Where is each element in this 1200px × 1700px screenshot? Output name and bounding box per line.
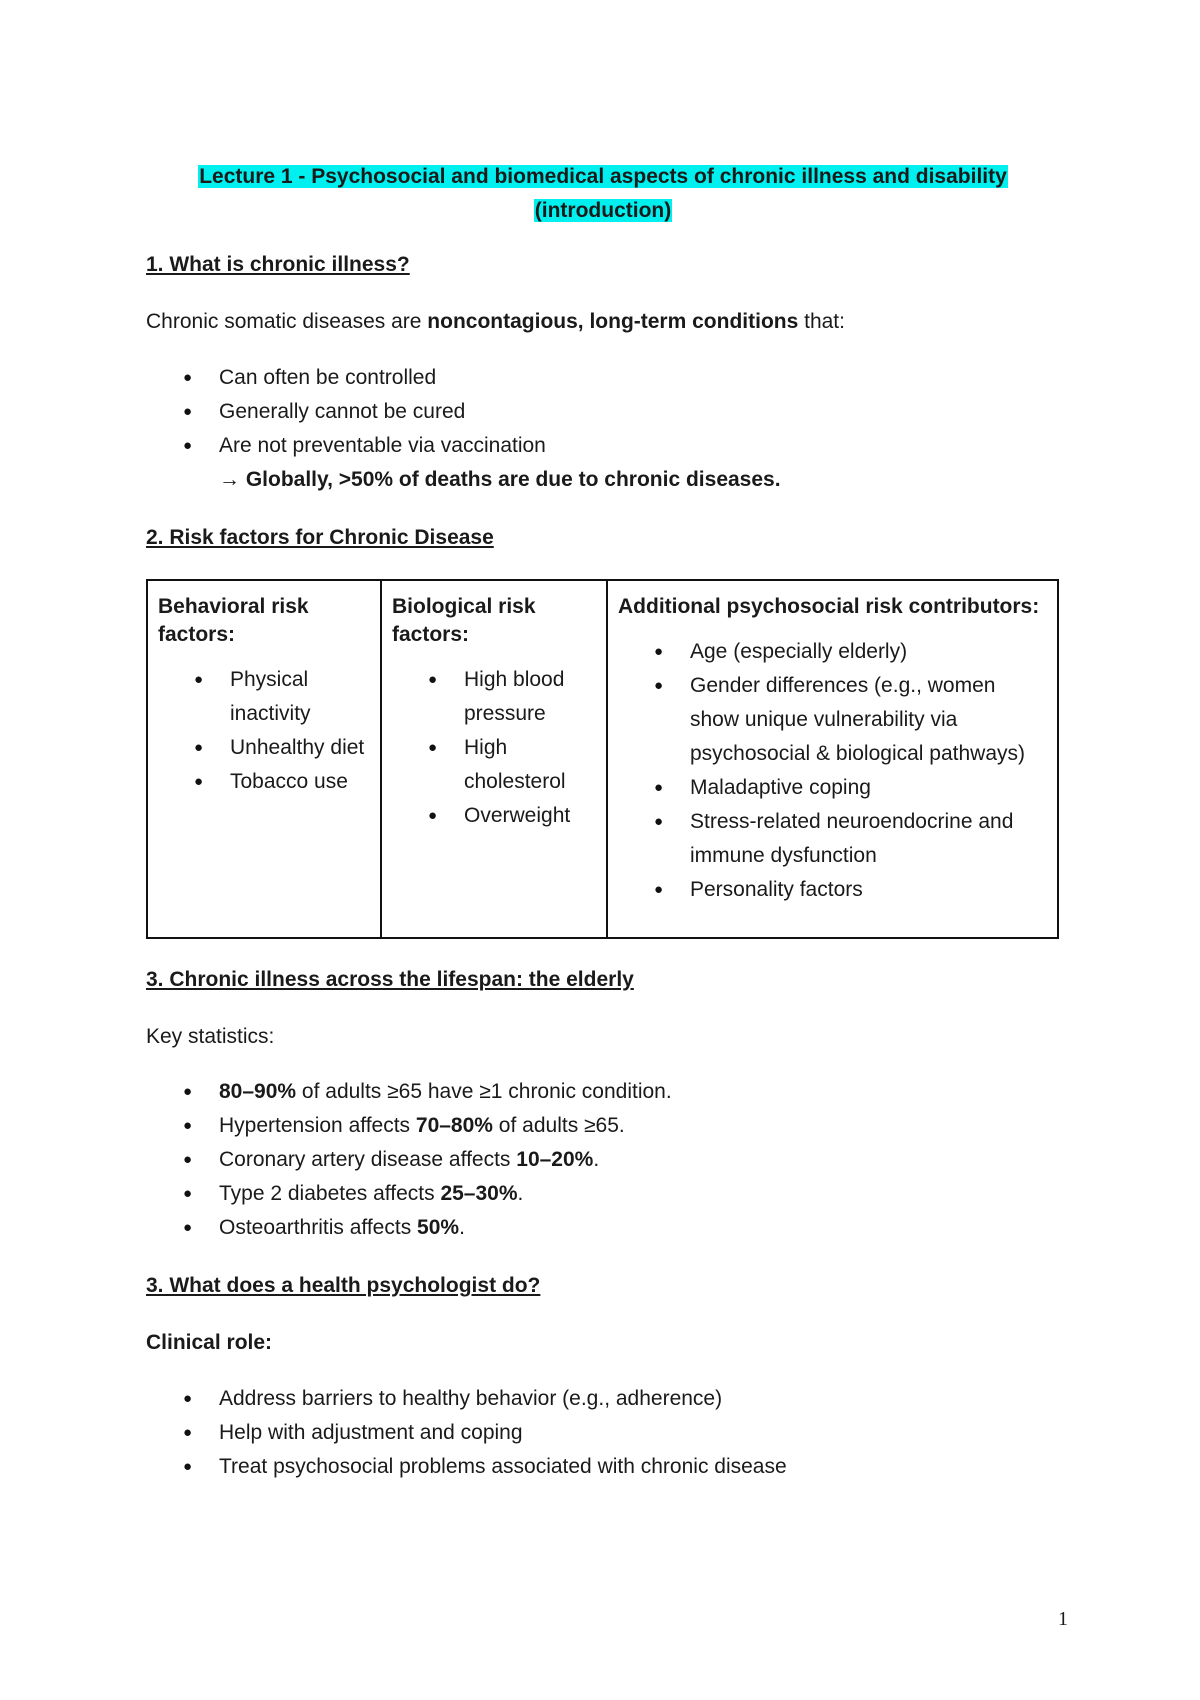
list-item: ● Maladaptive coping (690, 771, 1047, 805)
psychosocial-risk-cell (607, 580, 1058, 938)
list-item: ● Type 2 diabetes affects 25–30%. (219, 1177, 1060, 1211)
list-item: ● Tobacco use (230, 765, 370, 799)
behavioral-risk-list (158, 663, 370, 799)
document-page (146, 160, 1060, 1484)
section-1-heading: 1. What is chronic illness? (146, 253, 410, 276)
section-2-heading: 2. Risk factors for Chronic Disease (146, 525, 494, 549)
intro-bold-text: noncontagious, long-term conditions (427, 310, 799, 333)
list-item: ● 80–90% of adults ≥65 have ≥1 chronic condition. (219, 1075, 1060, 1109)
list-item: ● Generally cannot be cured (219, 395, 1060, 429)
list-item: ● Osteoarthritis affects 50%. (219, 1211, 1060, 1245)
list-item: ● Are not preventable via vaccination (219, 429, 1060, 463)
section-3-heading: 3. Chronic illness across the lifespan: the elderly (146, 967, 634, 991)
list-item: ● Gender differences (e.g., women show unique vulnerability via psychosocial & biological pathways) (690, 669, 1047, 771)
biological-risk-list (392, 663, 596, 833)
list-item: ● High blood pressure (464, 663, 596, 731)
intro-text: Chronic somatic diseases are (146, 310, 428, 333)
intro-text-end: that: (798, 310, 845, 333)
clinical-role-list (146, 1382, 1060, 1484)
list-item: ● Unhealthy diet (230, 731, 370, 765)
elderly-statistics-list (146, 1075, 1060, 1245)
list-item: ● Address barriers to healthy behavior (e.g., adherence) (219, 1382, 1060, 1416)
list-item: ● Help with adjustment and coping (219, 1416, 1060, 1450)
psychosocial-risk-header: Additional psychosocial risk contributors: (618, 594, 1040, 618)
title-line-2: (introduction) (534, 199, 672, 222)
behavioral-risk-cell (147, 580, 381, 938)
chronic-illness-list (146, 361, 1060, 463)
list-item: ● Treat psychosocial problems associated with chronic disease (219, 1450, 1060, 1484)
page-title (146, 160, 1060, 228)
risk-factors-table (146, 579, 1059, 939)
global-deaths-note: → Globally, >50% of deaths are due to chronic diseases. (219, 467, 781, 491)
list-item: ● High cholesterol (464, 731, 596, 799)
list-item: ● Age (especially elderly) (690, 635, 1047, 669)
psychosocial-risk-list (618, 635, 1047, 907)
key-statistics-label: Key statistics: (146, 1024, 275, 1048)
page-number: 1 (1058, 1608, 1068, 1630)
biological-risk-header: Biological risk factors: (392, 594, 536, 646)
section-4-heading: 3. What does a health psychologist do? (146, 1274, 541, 1298)
biological-risk-cell (381, 580, 607, 938)
title-line-1: Lecture 1 - Psychosocial and biomedical aspects of chronic illness and disability (199, 165, 1007, 188)
list-item: ● Personality factors (690, 873, 1047, 907)
list-item: ● Can often be controlled (219, 361, 1060, 395)
list-item: ● Stress-related neuroendocrine and immune dysfunction (690, 805, 1047, 873)
behavioral-risk-header: Behavioral risk factors: (158, 594, 309, 646)
list-item: ● Hypertension affects 70–80% of adults ≥65. (219, 1109, 1060, 1143)
list-item: ● Overweight (464, 799, 596, 833)
list-item: ● Coronary artery disease affects 10–20%. (219, 1143, 1060, 1177)
list-item: ● Physical inactivity (230, 663, 370, 731)
section-1-intro (146, 306, 1060, 339)
clinical-role-label: Clinical role: (146, 1331, 273, 1355)
